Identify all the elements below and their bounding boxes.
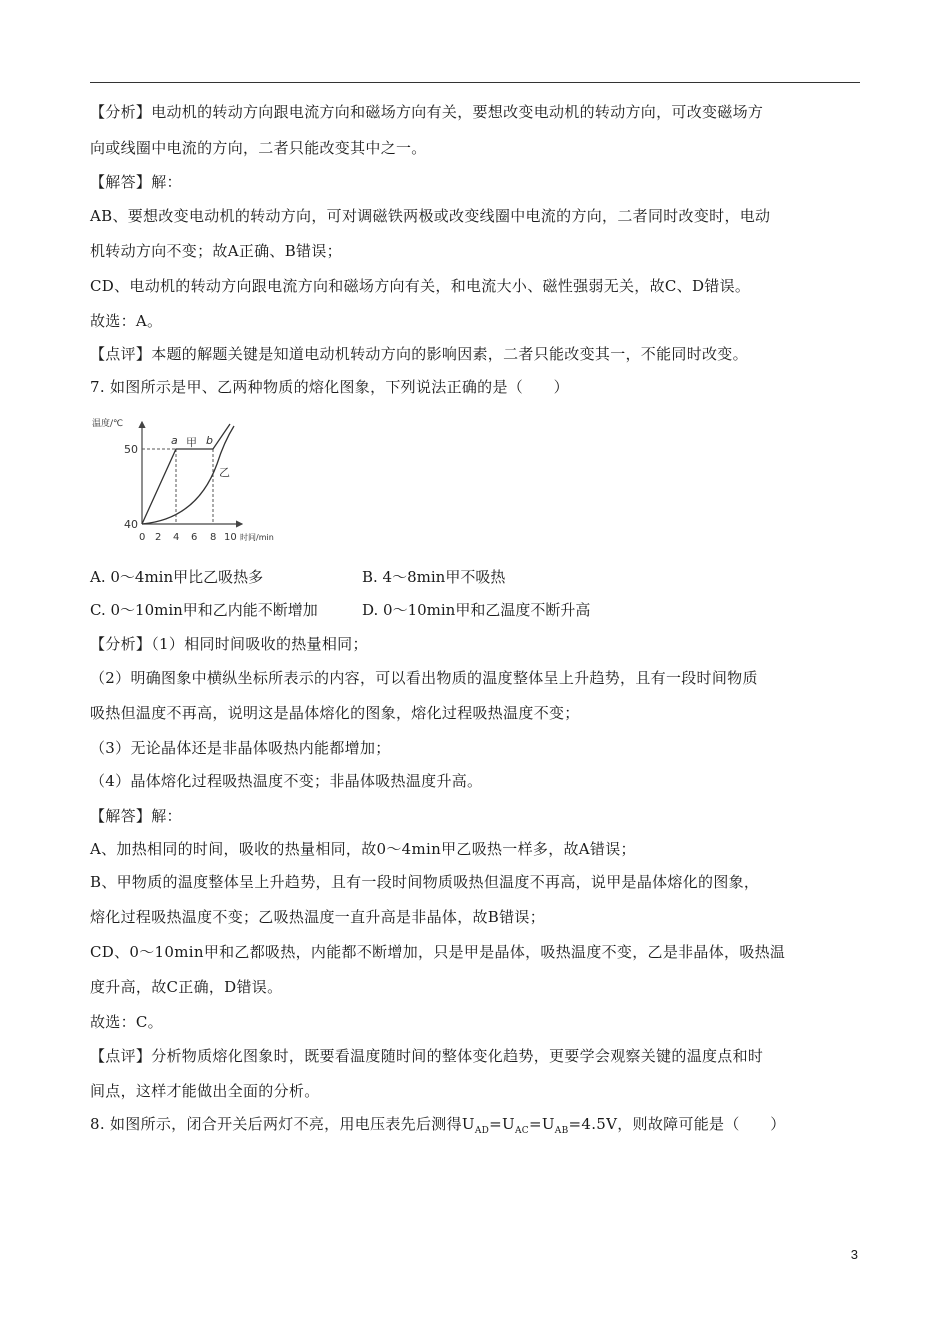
analysis-6-line-1: 【分析】电动机的转动方向跟电流方向和磁场方向有关，要想改变电动机的转动方向，可改变磁场方 [90,103,764,121]
option-d: D. 0～10min甲和乙温度不断升高 [362,601,591,619]
x-tick-6: 6 [191,532,198,543]
point-b-label: b [206,434,213,447]
graph-y-label: 温度/℃ [92,419,124,429]
subscript-ad: AD [474,1126,490,1136]
solution-6-ab-line-1: AB、要想改变电动机的转动方向，可对调磁铁两极或改变线圈中电流的方向，二者同时改变时，电动 [90,207,771,225]
y-tick-50: 50 [124,443,138,456]
graph-x-label: 时间/min [240,533,274,542]
solution-7-cd-line-1: CD、0～10min甲和乙都吸热，内能都不断增加，只是甲是晶体，吸热温度不变，乙是非晶体，吸热温 [90,943,786,961]
comment-7-line-2: 间点，这样才能做出全面的分析。 [90,1082,320,1100]
solution-6-ab-line-2: 机转动方向不变；故A正确、B错误； [90,242,342,260]
subscript-ab: AB [554,1126,569,1136]
subscript-ac: AC [514,1126,529,1136]
comment-7-line-1: 【点评】分析物质熔化图象时，既要看温度随时间的整体变化趋势，更要学会观察关键的温度点和时 [90,1047,764,1065]
question-8 [90,1114,786,1141]
answer-6: 故选：A。 [90,312,163,330]
analysis-6-line-2: 向或线圈中电流的方向，二者只能改变其中之一。 [90,139,427,157]
question-8-eq2: =U [528,1115,555,1133]
x-tick-4: 4 [173,532,180,543]
option-c: C. 0～10min甲和乙内能不断增加 [90,601,318,619]
option-a: A. 0～4min甲比乙吸热多 [90,568,264,586]
answer-7: 故选：C。 [90,1013,163,1031]
question-8-eq1: =U [489,1115,515,1133]
solution-7-cd-line-2: 度升高，故C正确，D错误。 [90,978,283,996]
analysis-7-point-4: （4）晶体熔化过程吸热温度不变；非晶体吸热温度升高。 [90,772,483,790]
series-yi-label: 乙 [219,466,230,479]
solution-7-b-line-1: B、甲物质的温度整体呈上升趋势，且有一段时间物质吸热但温度不再高，说甲是晶体熔化的图象， [90,873,760,891]
x-tick-8: 8 [210,532,217,543]
page-number: 3 [850,1247,858,1262]
analysis-7-point-3: （3）无论晶体还是非晶体吸热内能都增加； [90,739,391,757]
question-8-prefix: 8. 如图所示，闭合开关后两灯不亮，用电压表先后测得U [90,1115,475,1133]
analysis-7-point-2-line-1: （2）明确图象中横纵坐标所表示的内容，可以看出物质的温度整体呈上升趋势，且有一段时间物质 [90,669,758,687]
x-tick-2: 2 [155,532,162,543]
question-8-suffix: =4.5V，则故障可能是（ ） [568,1115,786,1133]
solution-7-heading: 【解答】解： [90,807,182,825]
solution-6-cd: CD、电动机的转动方向跟电流方向和磁场方向有关，和电流大小、磁性强弱无关，故C、D错误。 [90,277,751,295]
solution-7-a: A、加热相同的时间，吸收的热量相同，故0～4min甲乙吸热一样多，故A错误； [90,840,636,858]
question-7: 7. 如图所示是甲、乙两种物质的熔化图象，下列说法正确的是（ ） [90,378,569,396]
series-jia-label: 甲 [186,436,197,449]
y-tick-40: 40 [124,518,138,531]
solution-6-heading: 【解答】解： [90,173,182,191]
header-rule [90,82,860,83]
analysis-7-heading: 【分析】（1）相同时间吸收的热量相同； [90,635,368,653]
comment-6: 【点评】本题的解题关键是知道电动机转动方向的影响因素，二者只能改变其一，不能同时改变。 [90,345,748,363]
solution-7-b-line-2: 熔化过程吸热温度不变；乙吸热温度一直升高是非晶体，故B错误； [90,908,546,926]
option-b: B. 4～8min甲不吸热 [362,568,506,586]
x-tick-0: 0 [139,532,146,543]
x-tick-10: 10 [224,532,237,543]
point-a-label: a [171,434,178,447]
analysis-7-point-2-line-2: 吸热但温度不再高，说明这是晶体熔化的图象，熔化过程吸热温度不变； [90,704,580,722]
melting-graph [92,414,292,549]
